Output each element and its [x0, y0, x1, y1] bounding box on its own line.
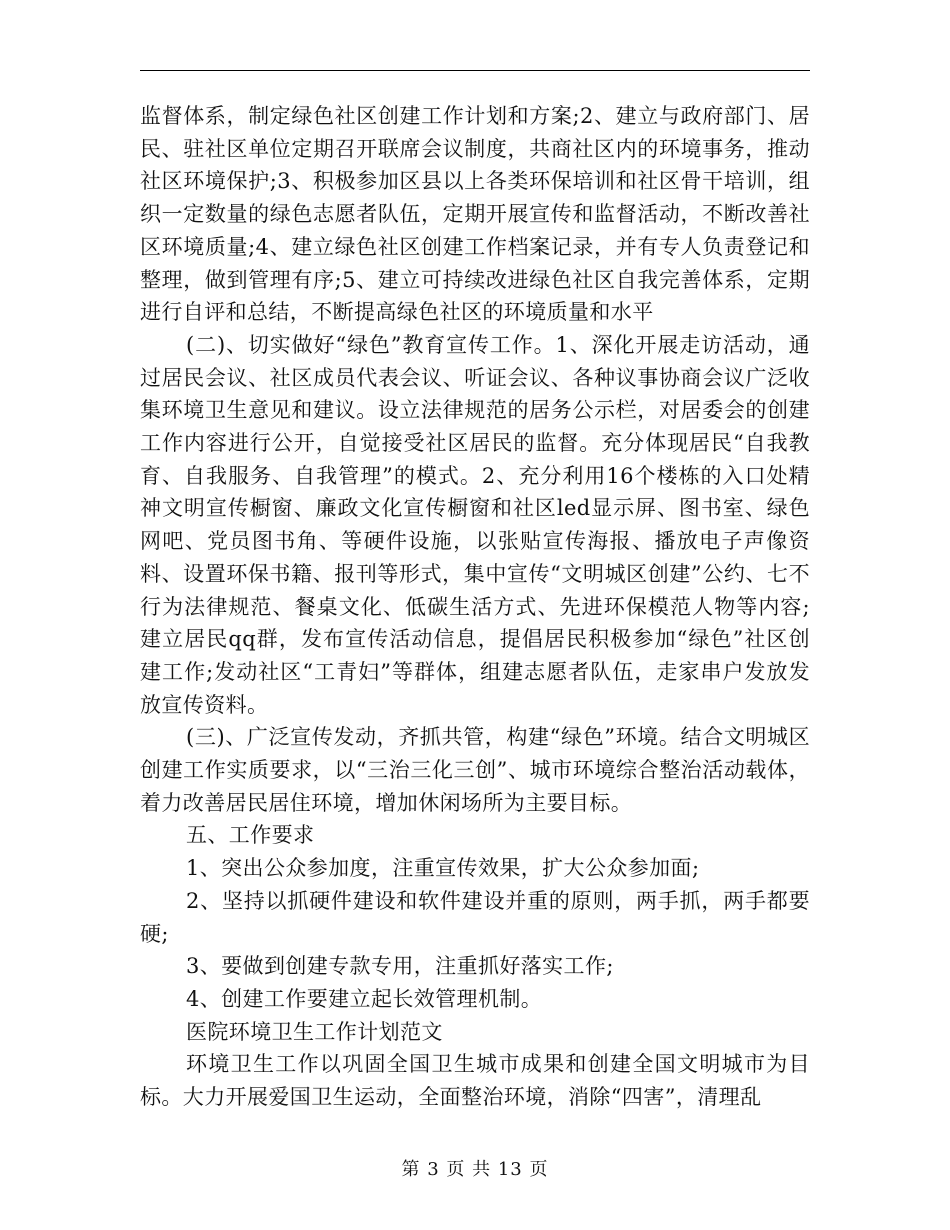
list-item: 2、坚持以抓硬件建设和软件建设并重的原则，两手抓，两手都要硬;: [140, 888, 810, 946]
header-rule: [140, 70, 810, 71]
list-item: 1、突出公众参加度，注重宣传效果，扩大公众参加面;: [186, 856, 700, 881]
document-body: [140, 100, 810, 1114]
list-item: 3、要做到创建专款专用，注重抓好落实工作;: [186, 954, 614, 979]
paragraph: (二)、切实做好“绿色”教育宣传工作。1、深化开展走访活动，通过居民会议、社区成员代表会议、听证会议、各种议事协商会议广泛收集环境卫生意见和建议。设立法律规范的居务公示栏，对居委会的创建工作内容进行公开，自觉接受社区居民的监督。充分体现居民“自我教育、自我服务、自我管理”的模式。2、充分利用16个楼栋的入口处精神文明宣传橱窗、廉政文化宣传橱窗和社区led显示屏、图书室、绿色网吧、党员图书角、等硬件设施，以张贴宣传海报、播放电子声像资料、设置环保书籍、报刊等形式，集中宣传“文明城区创建”公约、七不行为法律规范、餐桌文化、低碳生活方式、先进环保模范人物等内容;建立居民qq群，发布宣传活动信息，提倡居民积极参加“绿色”社区创建工作;发动社区“工青妇”等群体，组建志愿者队伍，走家串户发放发放宣传资料。: [140, 332, 810, 717]
paragraph: 环境卫生工作以巩固全国卫生城市成果和创建全国文明城市为目标。大力开展爱国卫生运动，全面整治环境，消除“四害”，清理乱: [140, 1052, 810, 1110]
list-item: 4、创建工作要建立起长效管理机制。: [186, 986, 543, 1011]
document-subtitle: 医院环境卫生工作计划范文: [186, 1019, 443, 1044]
page-number-footer: 第 3 页 共 13 页: [401, 1159, 549, 1180]
paragraph: 监督体系，制定绿色社区创建工作计划和方案;2、建立与政府部门、居民、驻社区单位定期召开联席会议制度，共商社区内的环境事务，推动社区环境保护;3、积极参加区县以上各类环保培训和社区骨干培训，组织一定数量的绿色志愿者队伍，定期开展宣传和监督活动，不断改善社区环境质量;4、建立绿色社区创建工作档案记录，并有专人负责登记和整理，做到管理有序;5、建立可持续改进绿色社区自我完善体系，定期进行自评和总结，不断提高绿色社区的环境质量和水平: [140, 104, 810, 325]
paragraph: (三)、广泛宣传发动，齐抓共管，构建“绿色”环境。结合文明城区创建工作实质要求，以“三治三化三创”、城市环境综合整治活动载体，着力改善居民居住环境，增加休闲场所为主要目标。: [140, 725, 810, 815]
section-heading: 五、工作要求: [186, 823, 315, 848]
